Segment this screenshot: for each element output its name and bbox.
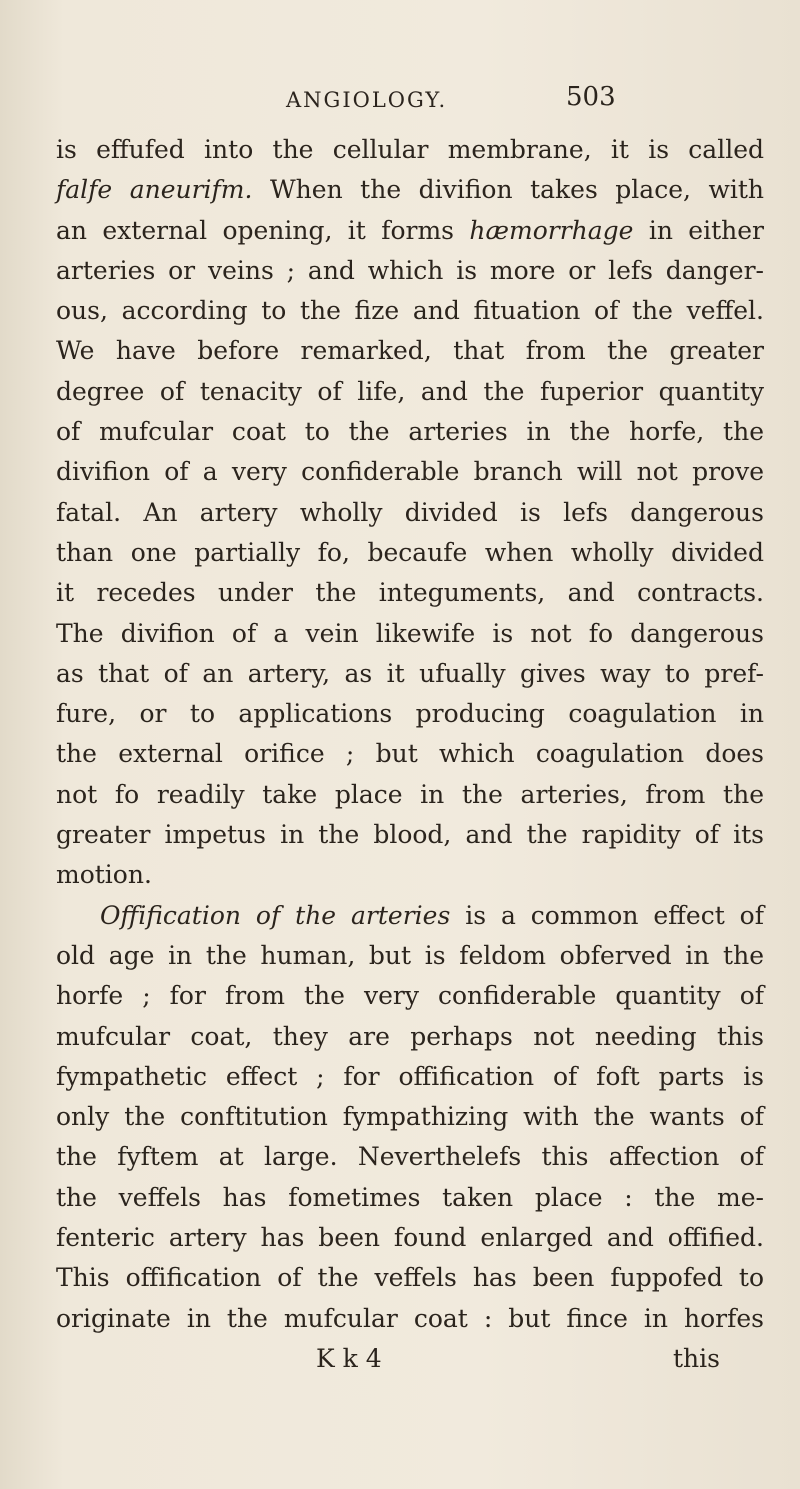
text-line (56, 936, 764, 976)
text-run: fenteric artery has been found enlarged and offified. (56, 1223, 764, 1253)
catchword: this (673, 1343, 720, 1373)
text-run: greater impetus in the blood, and the rapidity of its (56, 820, 764, 850)
text-line (56, 211, 764, 251)
text-run: is effufed into the cellular membrane, it is called (56, 135, 764, 164)
text-run: only the conftitution fympathizing with the wants of (56, 1102, 764, 1132)
text-run: arteries or veins ; and which is more or lefs danger- (56, 255, 764, 285)
running-head (0, 82, 800, 122)
page-number: 503 (566, 82, 616, 112)
text-line (56, 734, 764, 774)
italic-term: hæmorrhage (469, 215, 634, 245)
text-line (56, 170, 764, 210)
text-line (56, 1017, 764, 1057)
text-run: horfe ; for from the very confiderable quantity of (56, 981, 764, 1011)
text-run: is a common effect of (450, 900, 764, 930)
running-title: ANGIOLOGY. (286, 88, 448, 112)
body-text (56, 130, 764, 1379)
text-run: the fyftem at large. Neverthelefs this affection of (56, 1142, 764, 1172)
text-run: as that of an artery, as it ufually gives way to pref- (56, 658, 764, 688)
text-line (56, 130, 764, 170)
text-run: motion. (56, 860, 152, 890)
text-run: fympathetic effect ; for offification of foft parts is (56, 1061, 764, 1091)
text-line (56, 1178, 764, 1218)
text-line (56, 1057, 764, 1097)
text-line (56, 291, 764, 331)
text-line (56, 775, 764, 815)
text-line (56, 694, 764, 734)
text-run: The divifion of a vein likewife is not fo dangerous (56, 618, 764, 648)
text-run: fure, or to applications producing coagulation in (56, 699, 764, 729)
text-run: fatal. An artery wholly divided is lefs dangerous (56, 497, 764, 527)
text-run: than one partially fo, becaufe when wholly divided (56, 537, 764, 567)
text-line (56, 452, 764, 492)
text-run: not fo readily take place in the arteries, from the (56, 779, 764, 809)
text-line (56, 251, 764, 291)
text-line (56, 331, 764, 371)
signature-mark: K k 4 (316, 1343, 382, 1373)
italic-heading: Offification of the arteries (100, 900, 451, 930)
text-line (56, 573, 764, 613)
text-run: originate in the mufcular coat : but fince in horfes (56, 1303, 764, 1333)
text-run: When the divifion takes place, with (252, 175, 764, 205)
text-line (56, 1137, 764, 1177)
text-line (56, 1097, 764, 1137)
lower-margin (0, 1330, 800, 1489)
text-run: mufcular coat, they are perhaps not needing this (56, 1021, 764, 1051)
text-run: in either (633, 215, 764, 245)
text-run: an external opening, it forms (56, 215, 470, 245)
text-run: divifion of a very confiderable branch will not prove (56, 457, 764, 487)
text-line (56, 855, 764, 895)
text-run: degree of tenacity of life, and the fuperior quantity (56, 376, 764, 406)
text-run: We have before remarked, that from the greater (56, 336, 764, 366)
italic-term: falfe aneurifm. (56, 175, 253, 205)
text-line (56, 1218, 764, 1258)
text-line (56, 533, 764, 573)
text-run: ous, according to the fize and fituation of the veffel. (56, 296, 764, 326)
text-line (56, 654, 764, 694)
text-line (56, 614, 764, 654)
text-run: old age in the human, but is feldom obferved in the (56, 940, 764, 970)
text-line (56, 976, 764, 1016)
text-line (56, 896, 764, 936)
text-run: of mufcular coat to the arteries in the horfe, the (56, 417, 764, 447)
text-run: This offification of the veffels has been fuppofed to (56, 1263, 764, 1293)
text-line (56, 1258, 764, 1298)
text-line (56, 412, 764, 452)
text-line (56, 493, 764, 533)
text-run: the veffels has fometimes taken place : the me- (56, 1182, 764, 1212)
text-run: it recedes under the integuments, and contracts. (56, 578, 764, 608)
text-line (56, 815, 764, 855)
text-line (56, 372, 764, 412)
text-run: the external orifice ; but which coagulation does (56, 739, 764, 769)
